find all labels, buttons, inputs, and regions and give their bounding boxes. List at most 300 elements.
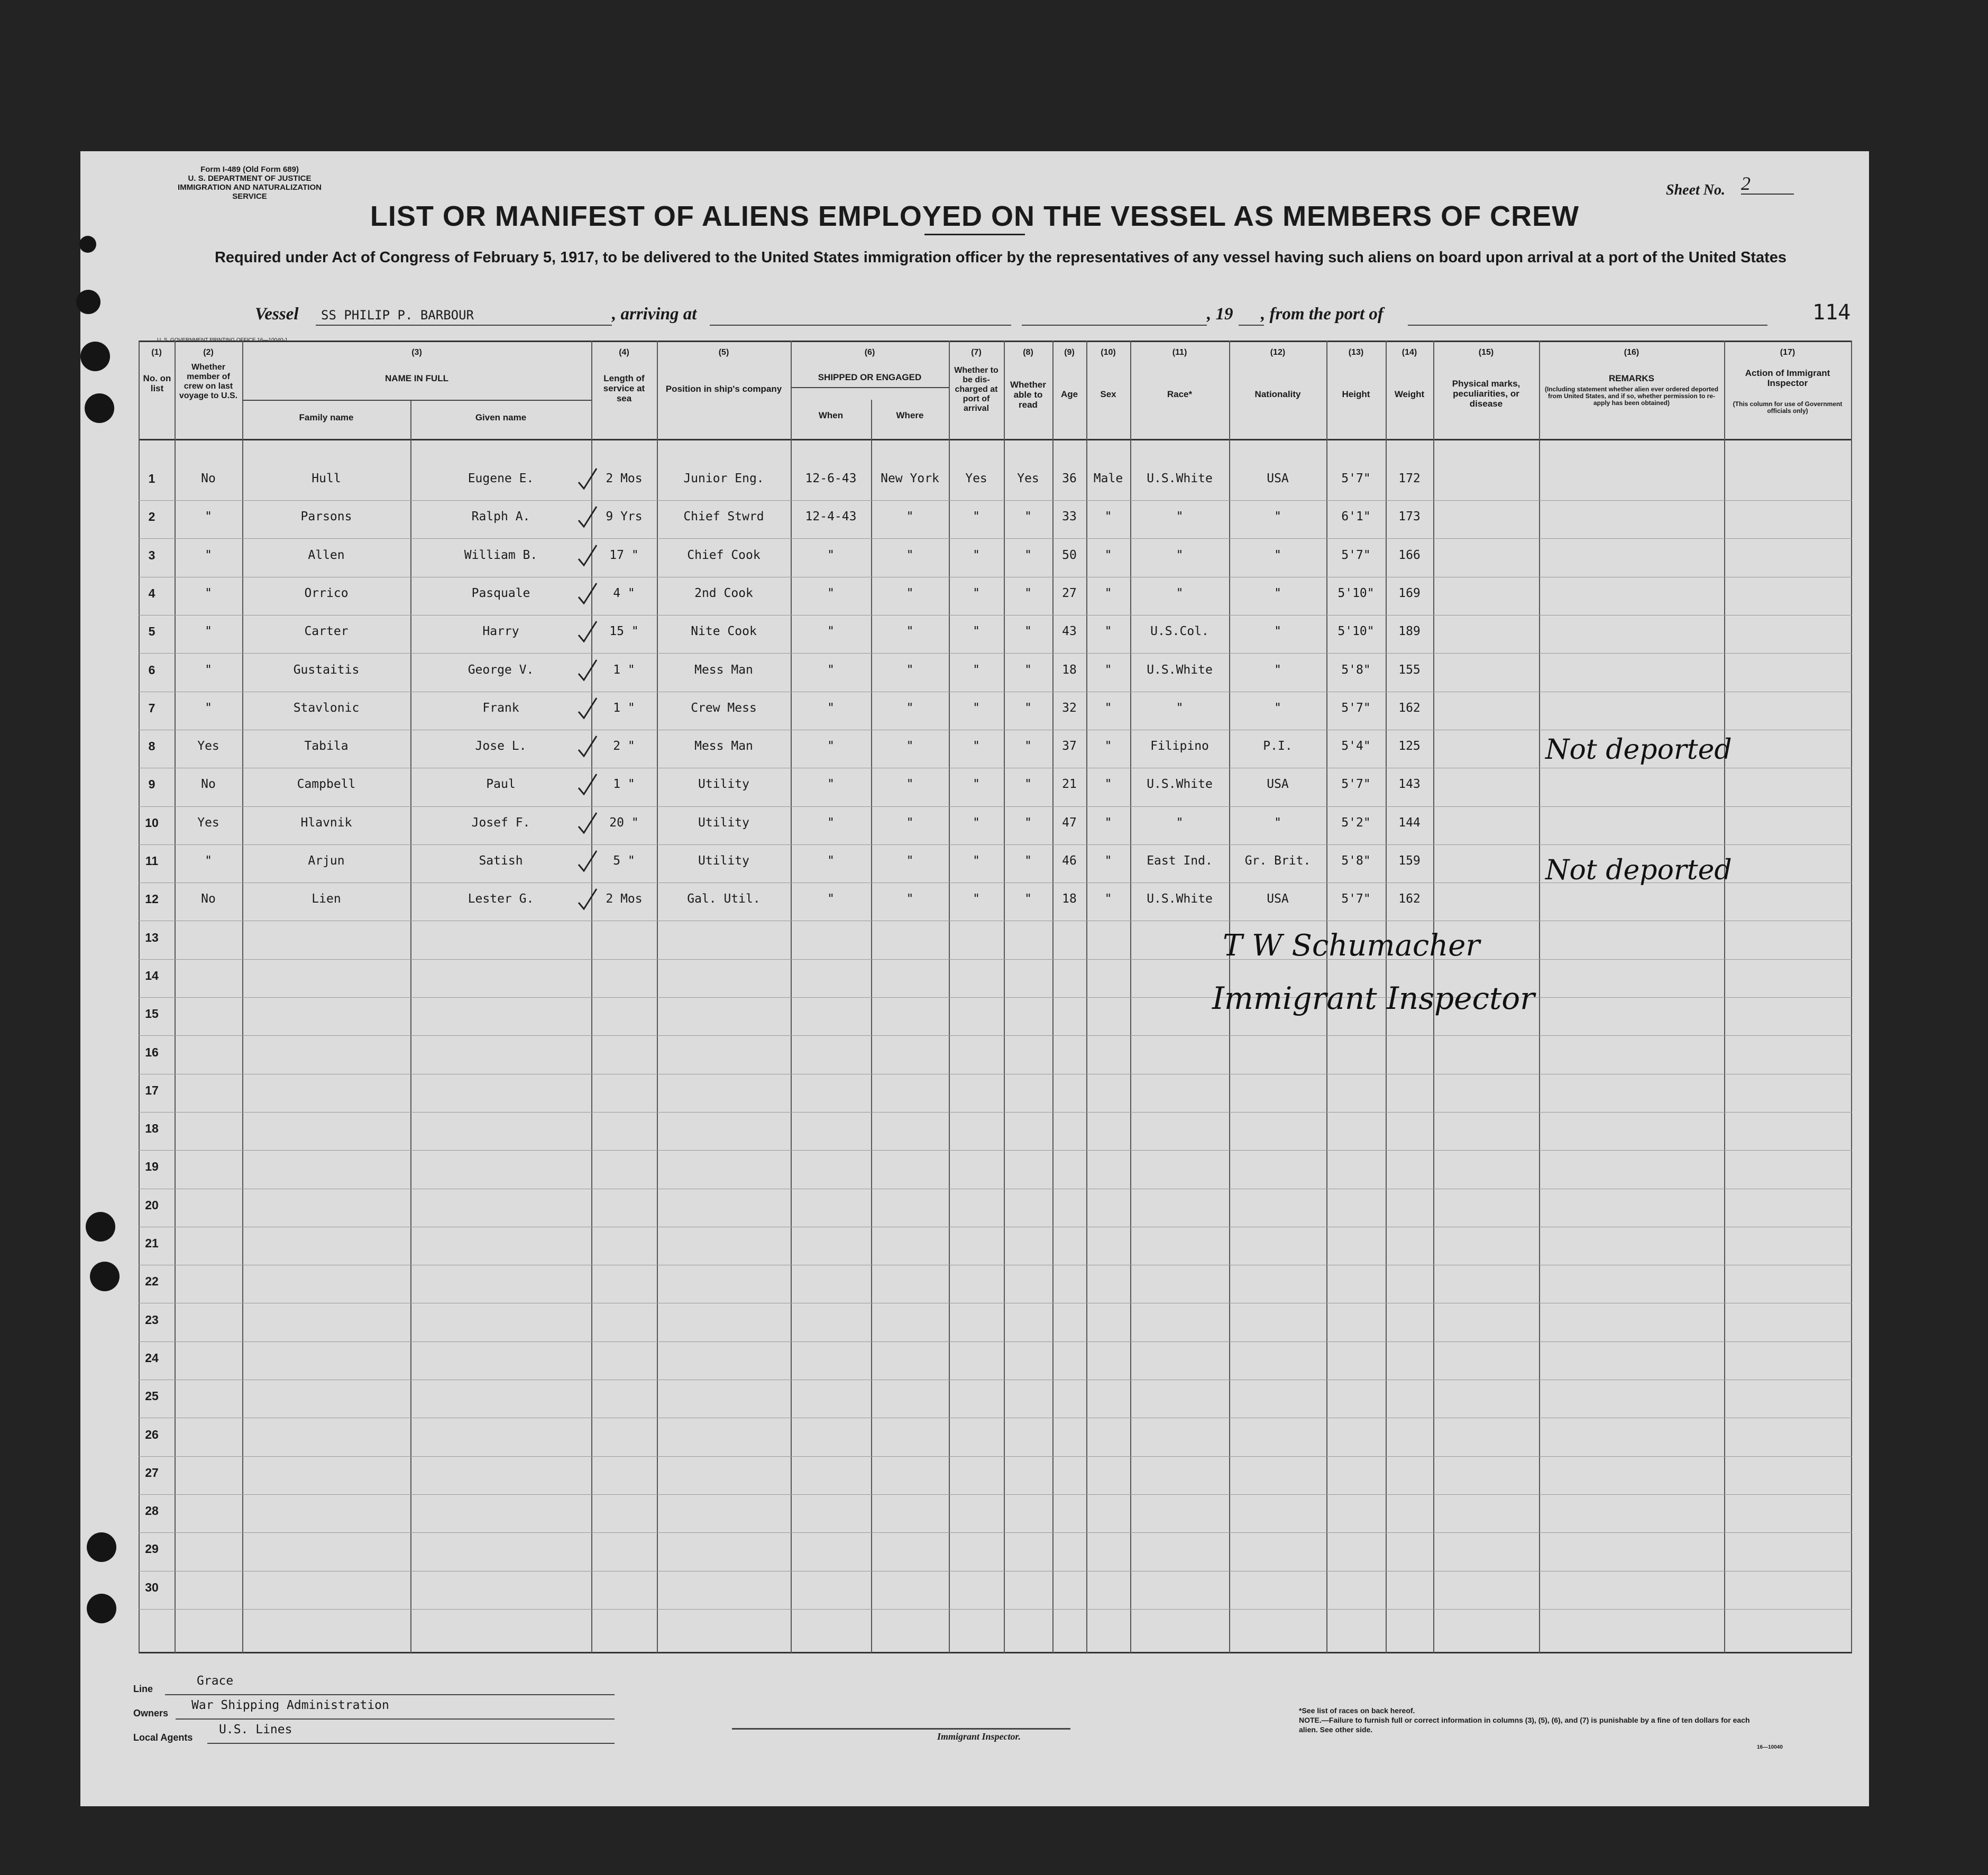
row-rule — [139, 500, 1852, 501]
row-rule — [139, 1341, 1852, 1342]
shipped-where-cell: " — [906, 739, 914, 753]
shipped-where-cell: " — [906, 777, 914, 792]
inspector-signature: T W Schumacher — [1223, 929, 1480, 963]
weight-cell: 143 — [1398, 777, 1421, 792]
owners-value: War Shipping Administration — [191, 1698, 389, 1712]
sex-cell: " — [1104, 701, 1112, 715]
height-cell: 5'8" — [1341, 854, 1371, 868]
row-number: 16 — [145, 1045, 159, 1059]
col-number: (7) — [971, 348, 982, 357]
service-length-cell: 2 Mos — [606, 892, 643, 906]
position-cell: Utility — [698, 815, 749, 830]
row-rule — [139, 1035, 1852, 1036]
age-cell: 32 — [1062, 701, 1077, 715]
shipped-where-cell: " — [906, 548, 914, 562]
nationality-cell: " — [1274, 586, 1281, 600]
col-header-remarks: REMARKS — [1609, 373, 1654, 383]
remark-not-deported: Not deported — [1545, 734, 1732, 766]
race-cell: " — [1176, 815, 1184, 830]
shipped-when-cell: " — [827, 548, 835, 562]
checkmark-icon — [578, 888, 598, 911]
races-note: *See list of races on back hereof. — [1299, 1706, 1415, 1715]
sex-cell: " — [1104, 548, 1112, 562]
shipped-when-cell: " — [827, 624, 835, 639]
row-number: 17 — [145, 1083, 159, 1097]
position-cell: Nite Cook — [691, 624, 757, 639]
weight-cell: 189 — [1398, 624, 1421, 639]
col-header-weight: Weight — [1394, 389, 1425, 399]
given-name-cell: Pasquale — [471, 586, 530, 600]
able-to-read-cell: " — [1024, 815, 1032, 830]
shipped-when-cell: " — [827, 854, 835, 868]
position-cell: Crew Mess — [691, 701, 757, 715]
height-cell: 5'7" — [1341, 701, 1371, 715]
nationality-cell: " — [1274, 815, 1281, 830]
row-number: 10 — [145, 815, 159, 830]
crew-last-voyage-cell: " — [205, 663, 212, 677]
shipped-when-cell: " — [827, 815, 835, 830]
discharged-cell: " — [973, 586, 980, 600]
race-cell: East Ind. — [1147, 854, 1213, 868]
page-title: LIST OR MANIFEST OF ALIENS EMPLOYED ON THE VESSEL AS MEMBERS OF CREW — [370, 200, 1580, 232]
race-cell: U.S.White — [1147, 663, 1213, 677]
shipped-when-cell: 12-6-43 — [805, 472, 857, 485]
shipped-where-cell: " — [906, 854, 914, 868]
col-number: (10) — [1101, 348, 1116, 357]
shipped-when-cell: " — [827, 663, 835, 677]
sex-cell: " — [1104, 777, 1112, 792]
crew-last-voyage-cell: " — [205, 854, 212, 868]
able-to-read-cell: " — [1024, 510, 1032, 524]
family-name-cell: Hull — [312, 472, 341, 485]
col-header-physical-marks: Physical marks, peculiarities, or disease — [1452, 379, 1520, 409]
col-header-given-name: Given name — [475, 412, 527, 422]
col-header-shipped-engaged: SHIPPED OR ENGAGED — [818, 372, 922, 382]
age-cell: 46 — [1062, 854, 1077, 868]
service-length-cell: 1 " — [613, 663, 635, 677]
family-name-cell: Allen — [308, 548, 345, 562]
family-name-cell: Hlavnik — [300, 815, 352, 830]
row-number: 6 — [148, 663, 155, 677]
age-cell: 18 — [1062, 663, 1077, 677]
position-cell: Chief Stwrd — [683, 510, 764, 524]
row-number: 30 — [145, 1580, 159, 1594]
given-name-cell: George V. — [468, 663, 534, 677]
col-header-age: Age — [1060, 389, 1078, 399]
checkmark-icon — [578, 620, 598, 644]
discharged-cell: Yes — [965, 472, 987, 485]
race-cell: U.S.Col. — [1150, 624, 1209, 639]
row-number: 24 — [145, 1350, 159, 1365]
weight-cell: 162 — [1398, 892, 1421, 906]
discharged-cell: " — [973, 624, 980, 639]
sex-cell: " — [1104, 510, 1112, 524]
owners-label: Owners — [133, 1708, 169, 1718]
col-number: (14) — [1401, 348, 1417, 357]
weight-cell: 162 — [1398, 701, 1421, 715]
service-length-cell: 20 " — [609, 815, 639, 830]
family-name-cell: Parsons — [300, 510, 352, 524]
sex-cell: " — [1104, 815, 1112, 830]
checkmark-icon — [578, 659, 598, 682]
crew-last-voyage-cell: Yes — [197, 739, 219, 753]
crew-last-voyage-cell: No — [201, 892, 216, 906]
col-header-inspector-note: (This column for use of Government officials only) — [1733, 400, 1843, 415]
discharged-cell: " — [973, 510, 980, 524]
shipped-where-cell: New York — [881, 472, 939, 485]
row-rule — [139, 997, 1852, 998]
service-length-cell: 1 " — [613, 777, 635, 792]
vessel-label: Vessel — [255, 305, 299, 324]
weight-cell: 166 — [1398, 548, 1421, 562]
checkmark-icon — [578, 582, 598, 605]
sex-cell: " — [1104, 739, 1112, 753]
family-name-cell: Lien — [312, 892, 341, 906]
owners-underline — [176, 1718, 615, 1720]
col-number: (13) — [1348, 348, 1364, 357]
col-number: (11) — [1172, 348, 1187, 357]
discharged-cell: " — [973, 548, 980, 562]
form-number: Form I-489 (Old Form 689) — [200, 165, 299, 174]
crew-last-voyage-cell: " — [205, 701, 212, 715]
col-number: (9) — [1064, 348, 1075, 357]
shipped-where-cell: " — [906, 510, 914, 524]
height-cell: 5'7" — [1341, 892, 1371, 906]
weight-cell: 125 — [1398, 739, 1421, 753]
penalty-note: NOTE.—Failure to furnish full or correct information in columns (3), (5), (6), and (7) is punishable by a fine of ten dollars for each alien. See other side. — [1299, 1716, 1750, 1734]
given-name-cell: Paul — [486, 777, 516, 792]
name-subheader-rule — [242, 400, 591, 401]
col-number: (6) — [864, 348, 875, 357]
checkmark-icon — [578, 697, 598, 720]
height-cell: 5'7" — [1341, 777, 1371, 792]
col-header-position: Position in ship's company — [665, 384, 782, 394]
sex-cell: " — [1104, 624, 1112, 639]
sex-cell: " — [1104, 586, 1112, 600]
col-number: (17) — [1780, 348, 1795, 357]
col-header-name-in-full: NAME IN FULL — [385, 373, 448, 383]
col-header-crew-last-voyage: Whether member of crew on last voyage to U.S. — [179, 363, 238, 400]
checkmark-icon — [578, 505, 598, 529]
shipped-where-cell: " — [906, 892, 914, 906]
row-number: 28 — [145, 1504, 159, 1518]
agents-underline — [207, 1743, 615, 1744]
nationality-cell: " — [1274, 548, 1281, 562]
page-subtitle: Required under Act of Congress of February 5, 1917, to be delivered to the United States immigration officer by the representatives of any vessel having such aliens on board upon arrival at a port of the United States — [214, 249, 1787, 266]
crew-last-voyage-cell: " — [205, 586, 212, 600]
service-length-cell: 2 Mos — [606, 472, 643, 485]
family-name-cell: Arjun — [308, 854, 345, 868]
given-name-cell: Jose L. — [475, 739, 527, 753]
col-header-discharged: Whether to be dis-charged at port of arrival — [954, 366, 998, 413]
age-cell: 27 — [1062, 586, 1077, 600]
position-cell: Junior Eng. — [683, 472, 764, 485]
inspector-signature-title: Immigrant Inspector — [1212, 980, 1535, 1016]
nationality-cell: USA — [1267, 892, 1289, 906]
race-cell: Filipino — [1150, 739, 1209, 753]
position-cell: Gal. Util. — [687, 892, 761, 906]
able-to-read-cell: " — [1024, 892, 1032, 906]
given-name-cell: Lester G. — [468, 892, 534, 906]
header-bottom-border — [139, 439, 1852, 440]
given-name-cell: William B. — [464, 548, 538, 562]
row-rule — [139, 653, 1852, 654]
nationality-cell: " — [1274, 663, 1281, 677]
col-header-race: Race* — [1167, 389, 1193, 399]
row-number: 21 — [145, 1236, 159, 1250]
row-rule — [139, 1112, 1852, 1113]
given-name-cell: Eugene E. — [468, 472, 534, 485]
weight-cell: 155 — [1398, 663, 1421, 677]
col-header-nationality: Nationality — [1254, 389, 1301, 399]
row-number: 3 — [148, 548, 155, 562]
agents-value: U.S. Lines — [219, 1723, 292, 1736]
line-underline — [165, 1694, 615, 1695]
crew-last-voyage-cell: Yes — [197, 815, 219, 830]
height-cell: 5'10" — [1337, 586, 1375, 600]
family-name-cell: Gustaitis — [293, 663, 360, 677]
table-bottom-border — [139, 1652, 1852, 1653]
nationality-cell: " — [1274, 701, 1281, 715]
row-number: 19 — [145, 1160, 159, 1174]
nationality-cell: USA — [1267, 777, 1289, 792]
weight-cell: 159 — [1398, 854, 1421, 868]
age-cell: 37 — [1062, 739, 1077, 753]
service-length-cell: 9 Yrs — [606, 510, 643, 524]
arriving-label: , arriving at — [612, 305, 697, 324]
weight-cell: 144 — [1398, 815, 1421, 830]
shipped-subheader-rule — [791, 387, 949, 388]
discharged-cell: " — [973, 777, 980, 792]
col-header-sex: Sex — [1100, 389, 1116, 399]
col-number: (5) — [718, 348, 729, 357]
checkmark-icon — [578, 773, 598, 796]
weight-cell: 169 — [1398, 586, 1421, 600]
family-name-cell: Orrico — [304, 586, 349, 600]
given-name-cell: Frank — [482, 701, 519, 715]
row-number: 18 — [145, 1122, 159, 1136]
checkmark-icon — [578, 812, 598, 835]
discharged-cell: " — [973, 739, 980, 753]
sex-cell: Male — [1093, 472, 1123, 485]
discharged-cell: " — [973, 854, 980, 868]
crew-last-voyage-cell: " — [205, 510, 212, 524]
row-number: 14 — [145, 968, 159, 982]
sheet-number-label: Sheet No. — [1666, 182, 1725, 198]
discharged-cell: " — [973, 892, 980, 906]
sex-cell: " — [1104, 854, 1112, 868]
sheet-number-value: 2 — [1741, 172, 1794, 195]
col-number: (8) — [1023, 348, 1033, 357]
row-number: 9 — [148, 777, 155, 792]
family-name-cell: Tabila — [304, 739, 349, 753]
height-cell: 5'4" — [1341, 739, 1371, 753]
col-number: (12) — [1270, 348, 1286, 357]
row-rule — [139, 959, 1852, 960]
agents-label: Local Agents — [133, 1732, 193, 1743]
line-value: Grace — [197, 1674, 234, 1688]
able-to-read-cell: " — [1024, 777, 1032, 792]
col-header-when: When — [818, 410, 844, 420]
race-cell: " — [1176, 586, 1184, 600]
race-cell: " — [1176, 701, 1184, 715]
age-cell: 18 — [1062, 892, 1077, 906]
col-header-where: Where — [896, 410, 924, 420]
service-name: IMMIGRATION AND NATURALIZATION SERVICE — [178, 183, 322, 201]
shipped-where-cell: " — [906, 624, 914, 639]
service-length-cell: 4 " — [613, 586, 635, 600]
col-number: (16) — [1624, 348, 1639, 357]
able-to-read-cell: " — [1024, 739, 1032, 753]
age-cell: 21 — [1062, 777, 1077, 792]
checkmark-icon — [578, 544, 598, 567]
page-number: 114 — [1812, 300, 1851, 325]
line-label: Line — [133, 1684, 153, 1694]
sex-cell: " — [1104, 663, 1112, 677]
service-length-cell: 15 " — [609, 624, 639, 639]
family-name-cell: Stavlonic — [293, 701, 360, 715]
nationality-cell: " — [1274, 624, 1281, 639]
col-header-family-name: Family name — [299, 412, 354, 422]
height-cell: 6'1" — [1341, 510, 1371, 524]
position-cell: 2nd Cook — [694, 586, 753, 600]
given-name-cell: Ralph A. — [471, 510, 530, 524]
col-number: (3) — [411, 348, 422, 357]
height-cell: 5'7" — [1341, 548, 1371, 562]
manifest-table — [80, 151, 1869, 1806]
shipped-when-cell: " — [827, 701, 835, 715]
col-header-remarks-note: (Including statement whether alien ever ordered deported from United States, and if so, whether permission to re-apply has been obtained) — [1544, 385, 1719, 407]
age-cell: 47 — [1062, 815, 1077, 830]
crew-last-voyage-cell: " — [205, 624, 212, 639]
row-rule — [139, 844, 1852, 845]
weight-cell: 172 — [1398, 472, 1421, 485]
shipped-when-cell: " — [827, 777, 835, 792]
department-name: U. S. DEPARTMENT OF JUSTICE — [188, 174, 312, 183]
checkmark-icon — [578, 735, 598, 758]
nationality-cell: P.I. — [1263, 739, 1293, 753]
height-cell: 5'7" — [1341, 472, 1371, 485]
col-number: (4) — [619, 348, 629, 357]
row-number: 20 — [145, 1198, 159, 1212]
row-rule — [139, 1532, 1852, 1533]
row-number: 8 — [148, 739, 155, 753]
able-to-read-cell: Yes — [1017, 472, 1039, 485]
inspector-label: Immigrant Inspector. — [937, 1731, 1021, 1742]
race-cell: U.S.White — [1147, 777, 1213, 792]
able-to-read-cell: " — [1024, 663, 1032, 677]
row-number: 26 — [145, 1427, 159, 1441]
year-label: , 19 — [1207, 305, 1233, 324]
row-number: 27 — [145, 1465, 159, 1479]
manifest-sheet — [80, 151, 1869, 1806]
position-cell: Utility — [698, 854, 749, 868]
position-cell: Chief Cook — [687, 548, 761, 562]
service-length-cell: 5 " — [613, 854, 635, 868]
age-cell: 36 — [1062, 472, 1077, 485]
able-to-read-cell: " — [1024, 624, 1032, 639]
discharged-cell: " — [973, 701, 980, 715]
family-name-cell: Campbell — [297, 777, 356, 792]
service-length-cell: 1 " — [613, 701, 635, 715]
race-cell: " — [1176, 510, 1184, 524]
nationality-cell: USA — [1267, 472, 1289, 485]
age-cell: 43 — [1062, 624, 1077, 639]
race-cell: U.S.White — [1147, 472, 1213, 485]
row-number: 12 — [145, 892, 159, 906]
position-cell: Mess Man — [694, 739, 753, 753]
row-number: 11 — [145, 854, 159, 868]
nationality-cell: " — [1274, 510, 1281, 524]
col-header-inspector-action: Action of Immigrant Inspector — [1745, 368, 1830, 388]
vessel-name: SS PHILIP P. BARBOUR — [321, 308, 474, 323]
row-rule — [139, 806, 1852, 807]
crew-last-voyage-cell: No — [201, 777, 216, 792]
row-number: 5 — [148, 624, 155, 639]
col-number: (1) — [151, 348, 162, 357]
col-header-no-on-list: No. on list — [143, 373, 171, 393]
shipped-where-cell: " — [906, 701, 914, 715]
shipped-where-cell: " — [906, 815, 914, 830]
height-cell: 5'8" — [1341, 663, 1371, 677]
shipped-when-cell: " — [827, 739, 835, 753]
checkmark-icon — [578, 850, 598, 873]
row-rule — [139, 1494, 1852, 1495]
row-number: 15 — [145, 1007, 159, 1021]
row-number: 23 — [145, 1312, 159, 1327]
inspector-signature-line — [732, 1728, 1070, 1730]
given-name-cell: Satish — [479, 854, 523, 868]
row-rule — [139, 1456, 1852, 1457]
sex-cell: " — [1104, 892, 1112, 906]
service-length-cell: 2 " — [613, 739, 635, 753]
able-to-read-cell: " — [1024, 701, 1032, 715]
able-to-read-cell: " — [1024, 854, 1032, 868]
row-number: 13 — [145, 930, 159, 944]
row-number: 2 — [148, 510, 155, 524]
port-label: , from the port of — [1261, 305, 1384, 324]
col-header-length-of-service: Length of service at sea — [603, 373, 645, 403]
remark-not-deported: Not deported — [1545, 854, 1732, 886]
shipped-when-cell: 12-4-43 — [805, 510, 857, 524]
service-length-cell: 17 " — [609, 548, 639, 562]
age-cell: 33 — [1062, 510, 1077, 524]
row-rule — [139, 1609, 1852, 1610]
row-number: 29 — [145, 1542, 159, 1556]
row-number: 22 — [145, 1274, 159, 1289]
shipped-when-cell: " — [827, 892, 835, 906]
checkmark-icon — [578, 467, 598, 491]
nationality-cell: Gr. Brit. — [1244, 854, 1311, 868]
col-number: (15) — [1478, 348, 1494, 357]
discharged-cell: " — [973, 663, 980, 677]
discharged-cell: " — [973, 815, 980, 830]
crew-last-voyage-cell: " — [205, 548, 212, 562]
position-cell: Utility — [698, 777, 749, 792]
row-number: 7 — [148, 701, 155, 715]
weight-cell: 173 — [1398, 510, 1421, 524]
race-cell: U.S.White — [1147, 892, 1213, 906]
form-code: 16—10040 — [1757, 1744, 1783, 1750]
row-number: 25 — [145, 1389, 159, 1403]
row-number: 1 — [148, 472, 155, 485]
family-name-cell: Carter — [304, 624, 349, 639]
crew-last-voyage-cell: No — [201, 472, 216, 485]
col-number: (2) — [203, 348, 214, 357]
given-name-cell: Josef F. — [471, 815, 530, 830]
row-rule — [139, 538, 1852, 539]
able-to-read-cell: " — [1024, 586, 1032, 600]
